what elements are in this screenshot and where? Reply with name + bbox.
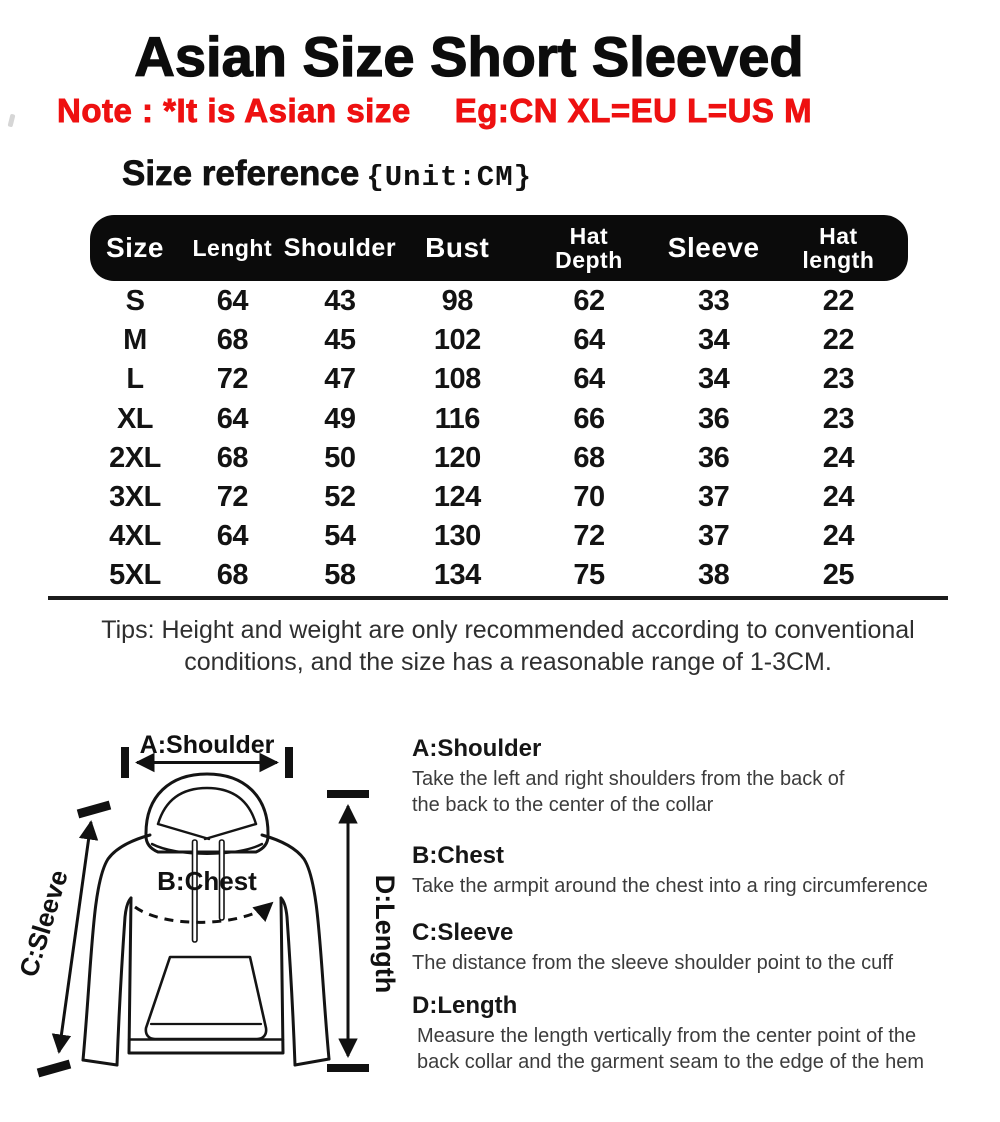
hoodie-measurement-diagram bbox=[0, 710, 420, 1122]
measurement-cell: 66 bbox=[573, 402, 605, 435]
size-cell: 3XL bbox=[109, 481, 161, 514]
column-header-hat-depth bbox=[519, 215, 658, 281]
measurement-cell: 68 bbox=[573, 441, 605, 474]
column-header-line: Hat bbox=[569, 222, 609, 249]
measurement-cell: 33 bbox=[698, 285, 730, 318]
column-header-hat-length bbox=[769, 215, 908, 281]
measurement-cell: 68 bbox=[216, 441, 248, 474]
size-table-body bbox=[90, 281, 908, 596]
column-header-bust bbox=[395, 215, 519, 281]
measurement-cell: 64 bbox=[573, 324, 605, 357]
diagram-label-chest: B:Chest bbox=[157, 866, 257, 896]
hoodie-outline bbox=[83, 774, 329, 1065]
measurement-cell: 102 bbox=[433, 324, 481, 357]
guide-text: The distance from the sleeve shoulder point to the cuff bbox=[412, 952, 894, 974]
measurement-cell: 68 bbox=[216, 324, 248, 357]
measurement-cell: 120 bbox=[433, 441, 481, 474]
guide-block-chest bbox=[412, 842, 994, 899]
measurement-cell: 64 bbox=[216, 520, 248, 553]
guide-heading: C:Sleeve bbox=[412, 919, 514, 946]
column-header-line: Depth bbox=[555, 247, 623, 273]
length-measure-arrow bbox=[327, 790, 369, 1072]
column-header-line: Shoulder bbox=[283, 233, 397, 262]
measurement-cell: 22 bbox=[822, 285, 855, 318]
measurement-cell: 47 bbox=[324, 363, 356, 396]
measurement-cell: 38 bbox=[698, 559, 730, 592]
measurement-cell: 130 bbox=[433, 520, 481, 553]
measurement-cell: 98 bbox=[441, 285, 473, 318]
stray-mark bbox=[8, 114, 16, 128]
measurement-cell: 62 bbox=[573, 285, 605, 318]
table-row bbox=[90, 321, 908, 360]
size-reference-heading bbox=[122, 154, 532, 194]
table-row bbox=[90, 439, 908, 478]
column-header-line: Size bbox=[105, 232, 164, 264]
measure-guide bbox=[412, 735, 994, 1075]
measurement-cell: 24 bbox=[822, 520, 855, 553]
column-header-line: length bbox=[802, 247, 875, 273]
measurement-cell: 72 bbox=[216, 481, 248, 514]
table-bottom-divider bbox=[48, 596, 948, 600]
measurement-cell: 124 bbox=[433, 481, 481, 514]
size-cell: XL bbox=[116, 402, 154, 435]
size-cell: 5XL bbox=[109, 559, 161, 592]
unit-label: {Unit:CM} bbox=[366, 161, 533, 194]
table-row bbox=[90, 556, 908, 595]
tips-text bbox=[0, 614, 1000, 678]
measurement-cell: 23 bbox=[822, 402, 855, 435]
measurement-cell: 72 bbox=[573, 520, 605, 553]
size-cell: S bbox=[125, 285, 145, 318]
table-row bbox=[90, 400, 908, 439]
measurement-cell: 64 bbox=[216, 402, 248, 435]
measurement-cell: 70 bbox=[573, 481, 605, 514]
size-table-header bbox=[90, 215, 908, 281]
column-header-size bbox=[90, 215, 180, 281]
diagram-label-shoulder: A:Shoulder bbox=[139, 731, 275, 759]
guide-text: Take the left and right shoulders from the back of bbox=[412, 768, 845, 790]
measurement-cell: 45 bbox=[324, 324, 356, 357]
measurement-cell: 52 bbox=[324, 481, 356, 514]
guide-block-sleeve bbox=[412, 919, 994, 976]
measurement-cell: 54 bbox=[324, 520, 356, 553]
diagram-label-length: D:Length bbox=[370, 874, 400, 994]
measurement-cell: 134 bbox=[433, 559, 481, 592]
measurement-cell: 49 bbox=[324, 402, 356, 435]
guide-block-shoulder bbox=[412, 735, 994, 818]
table-row bbox=[90, 282, 908, 321]
column-header-line: Sleeve bbox=[667, 232, 760, 264]
column-header-line: Bust bbox=[425, 232, 490, 264]
table-row bbox=[90, 517, 908, 556]
measurement-cell: 23 bbox=[822, 363, 855, 396]
guide-block-length bbox=[412, 992, 994, 1075]
size-cell: 2XL bbox=[109, 441, 161, 474]
section-heading: Size reference bbox=[122, 154, 360, 193]
measurement-cell: 37 bbox=[698, 481, 730, 514]
measurement-cell: 34 bbox=[698, 363, 730, 396]
chest-measure-arrow bbox=[135, 903, 272, 922]
column-header-sleeve bbox=[658, 215, 768, 281]
diagram-label-sleeve: C:Sleeve bbox=[12, 866, 74, 981]
size-cell: L bbox=[126, 363, 144, 396]
measurement-cell: 36 bbox=[698, 402, 730, 435]
measurement-cell: 24 bbox=[822, 441, 855, 474]
measurement-cell: 36 bbox=[698, 441, 730, 474]
measurement-cell: 116 bbox=[434, 402, 480, 435]
measurement-cell: 25 bbox=[822, 559, 855, 592]
measurement-cell: 50 bbox=[324, 441, 356, 474]
note-text: Note : *It is Asian size bbox=[57, 92, 411, 129]
guide-heading: B:Chest bbox=[412, 842, 505, 869]
guide-text: Take the armpit around the chest into a ring circumference bbox=[412, 875, 928, 897]
measurement-cell: 22 bbox=[822, 324, 855, 357]
measurement-cell: 58 bbox=[324, 559, 356, 592]
measurement-cell: 72 bbox=[216, 363, 248, 396]
measurement-cell: 43 bbox=[324, 285, 356, 318]
asian-size-note bbox=[57, 92, 812, 130]
guide-text: back collar and the garment seam to the edge of the hem bbox=[417, 1051, 924, 1073]
measurement-cell: 108 bbox=[433, 363, 481, 396]
measurement-cell: 37 bbox=[698, 520, 730, 553]
note-size-equivalence: Eg:CN XL=EU L=US M bbox=[454, 92, 813, 129]
measurement-cell: 64 bbox=[216, 285, 248, 318]
tips-line: conditions, and the size has a reasonable range of 1-3CM. bbox=[184, 648, 832, 676]
column-header-line: Lenght bbox=[192, 234, 273, 261]
table-row bbox=[90, 360, 908, 399]
size-cell: 4XL bbox=[109, 520, 161, 553]
size-table bbox=[90, 215, 908, 596]
guide-text: the back to the center of the collar bbox=[412, 794, 714, 816]
size-cell: M bbox=[123, 324, 147, 357]
page-title: Asian Size Short Sleeved bbox=[134, 25, 804, 88]
column-header-lenght bbox=[180, 215, 285, 281]
measurement-cell: 75 bbox=[573, 559, 605, 592]
measurement-cell: 24 bbox=[822, 481, 855, 514]
measurement-cell: 64 bbox=[573, 363, 605, 396]
hoodie-line-drawing bbox=[0, 710, 420, 1122]
column-header-line: Hat bbox=[819, 222, 858, 249]
guide-heading: A:Shoulder bbox=[412, 735, 542, 762]
guide-heading: D:Length bbox=[412, 992, 518, 1019]
table-row bbox=[90, 478, 908, 517]
guide-text: Measure the length vertically from the center point of the bbox=[417, 1025, 917, 1047]
tips-line: Tips: Height and weight are only recommended according to conventional bbox=[101, 616, 915, 644]
column-header-shoulder bbox=[285, 215, 395, 281]
measurement-cell: 68 bbox=[216, 559, 248, 592]
measurement-cell: 34 bbox=[698, 324, 730, 357]
